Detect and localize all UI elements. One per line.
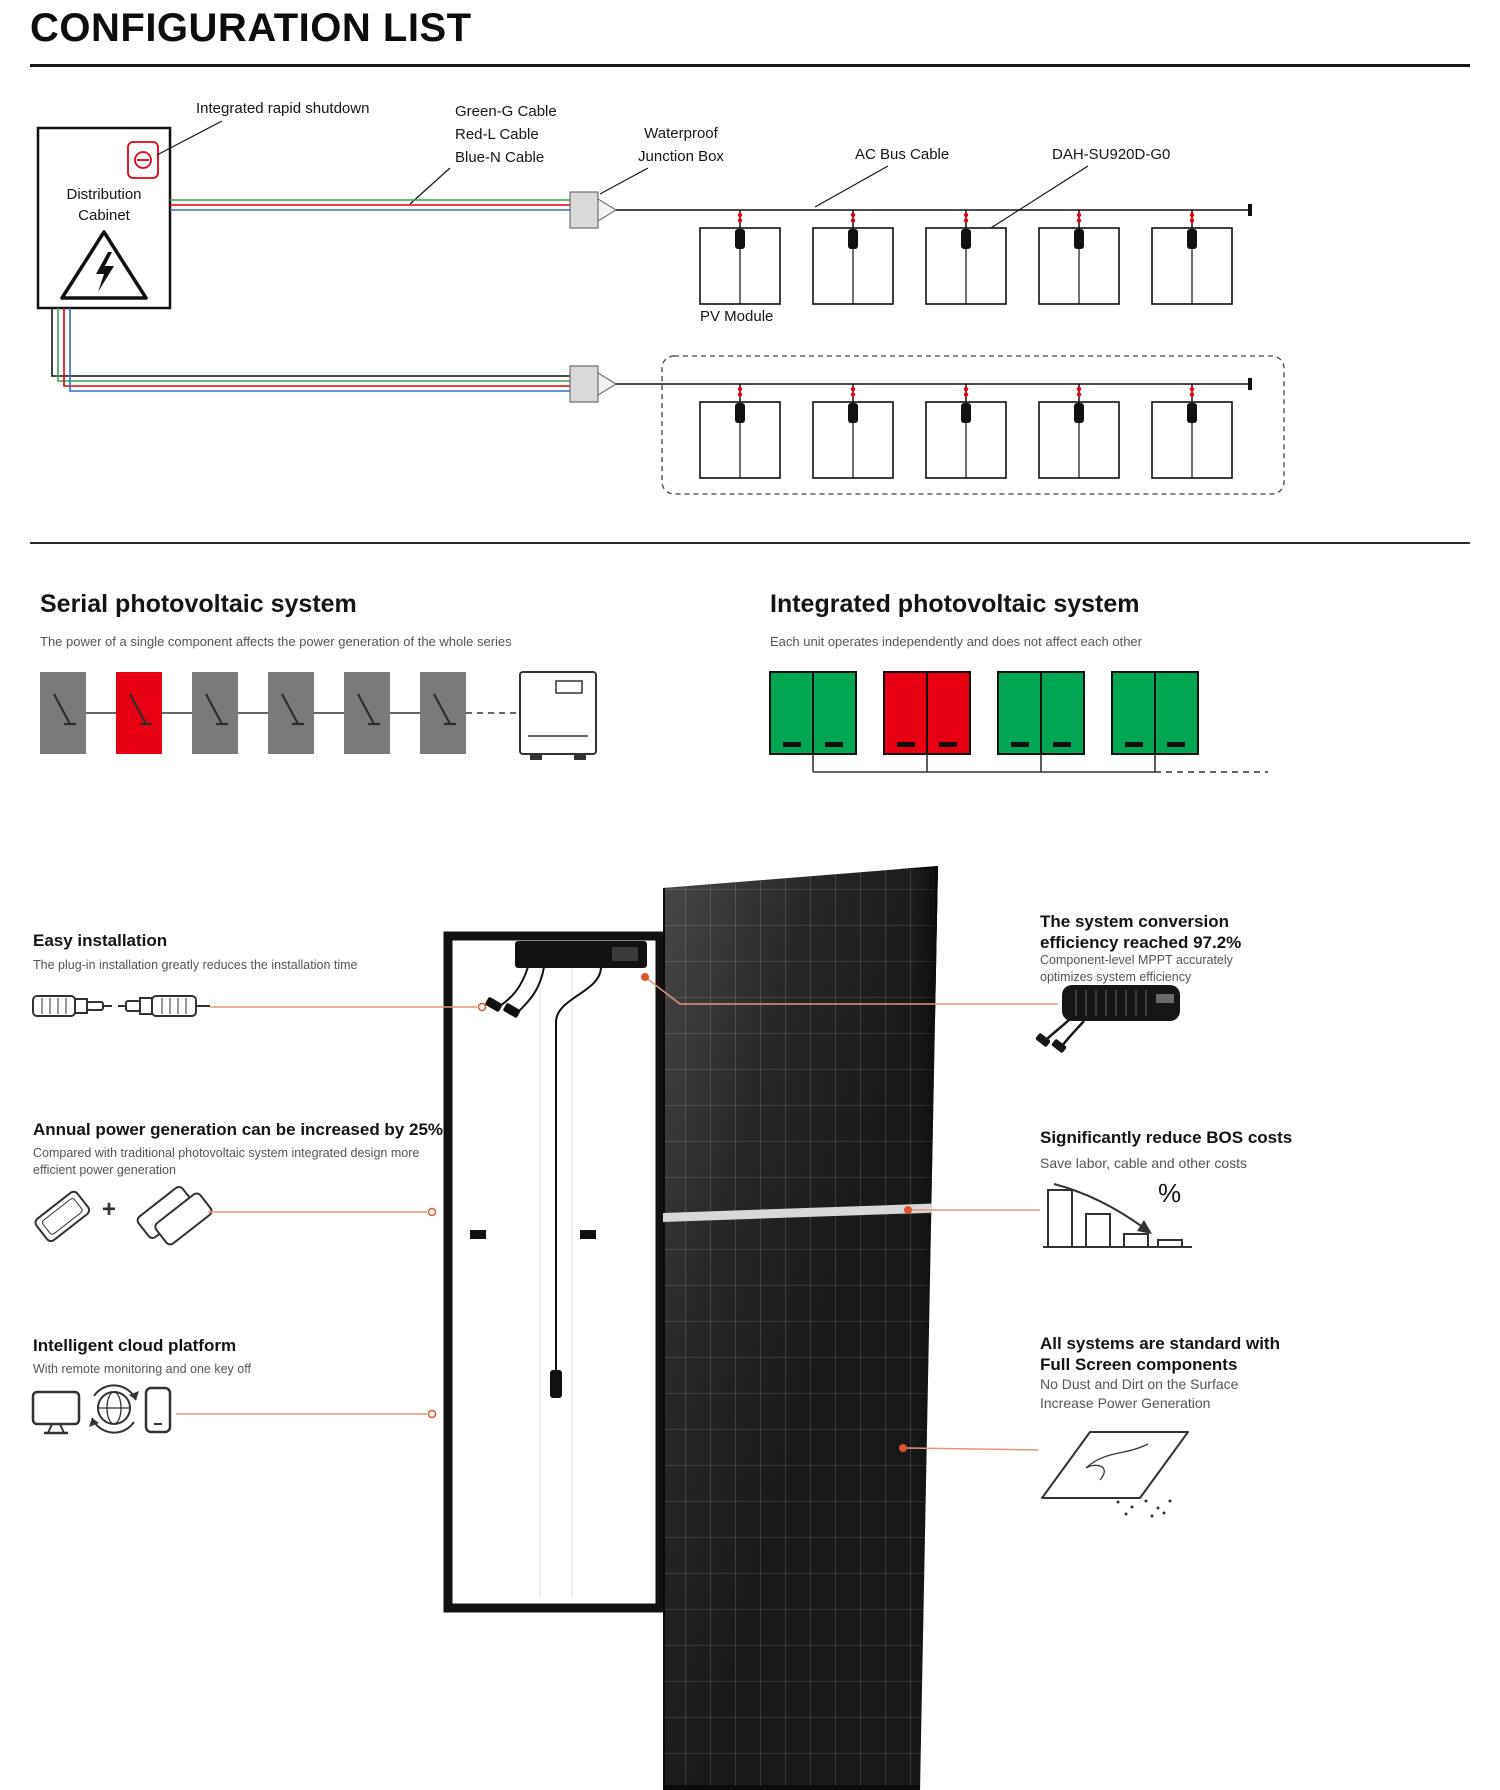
integrated-system-subtitle: Each unit operates independently and does not affect each other [770,634,1142,649]
feature-annual-power-title: Annual power generation can be increased by 25% [33,1120,444,1139]
feature-bos-title: Significantly reduce BOS costs [1040,1128,1293,1147]
feature-fullscreen-subtitle: No Dust and Dirt on the Surface Increase Power Generation [1040,1376,1239,1411]
label-cable-green: Green-G Cable [455,103,557,120]
serial-system-title: Serial photovoltaic system [40,590,357,618]
callout-dot [899,1444,907,1452]
label-cable-blue: Blue-N Cable [455,149,545,166]
callout-dot [904,1206,912,1214]
label-junction-box: Waterproof Junction Box [638,125,724,165]
feature-fullscreen-title: All systems are standard with Full Screen components [1040,1334,1280,1374]
label-cable-red: Red-L Cable [455,126,539,143]
label-pv-module: PV Module [700,308,774,325]
callout-dot [641,973,649,981]
feature-mppt-title: The system conversion efficiency reached 97.2% [1040,912,1242,952]
integrated-system-title: Integrated photovoltaic system [770,590,1140,618]
feature-cloud-title: Intelligent cloud platform [33,1336,237,1355]
percent-sign: % [1158,1178,1182,1208]
label-cable-colors [455,100,557,169]
feature-easy-install-title: Easy installation [33,931,168,950]
label-ac-bus: AC Bus Cable [855,146,950,163]
feature-annual-power-subtitle: Compared with traditional photovoltaic system integrated design more efficient power generation [33,1146,420,1177]
feature-mppt-subtitle: Component-level MPPT accurately optimizes system efficiency [1040,953,1233,984]
feature-cloud-subtitle: With remote monitoring and one key off [33,1362,251,1376]
feature-easy-install-subtitle: The plug-in installation greatly reduces the installation time [33,958,358,972]
callout-ring [429,1411,436,1418]
page-title: CONFIGURATION LIST [30,6,472,50]
plus-sign: + [102,1196,117,1223]
callout-ring [429,1209,436,1216]
serial-system-subtitle: The power of a single component affects the power generation of the whole series [40,634,512,649]
label-rapid-shutdown: Integrated rapid shutdown [196,100,370,117]
label-distribution-cabinet: Distribution Cabinet [66,186,142,224]
label-model: DAH-SU920D-G0 [1052,146,1171,163]
feature-bos-subtitle: Save labor, cable and other costs [1040,1155,1248,1171]
callout-ring [479,1004,486,1011]
